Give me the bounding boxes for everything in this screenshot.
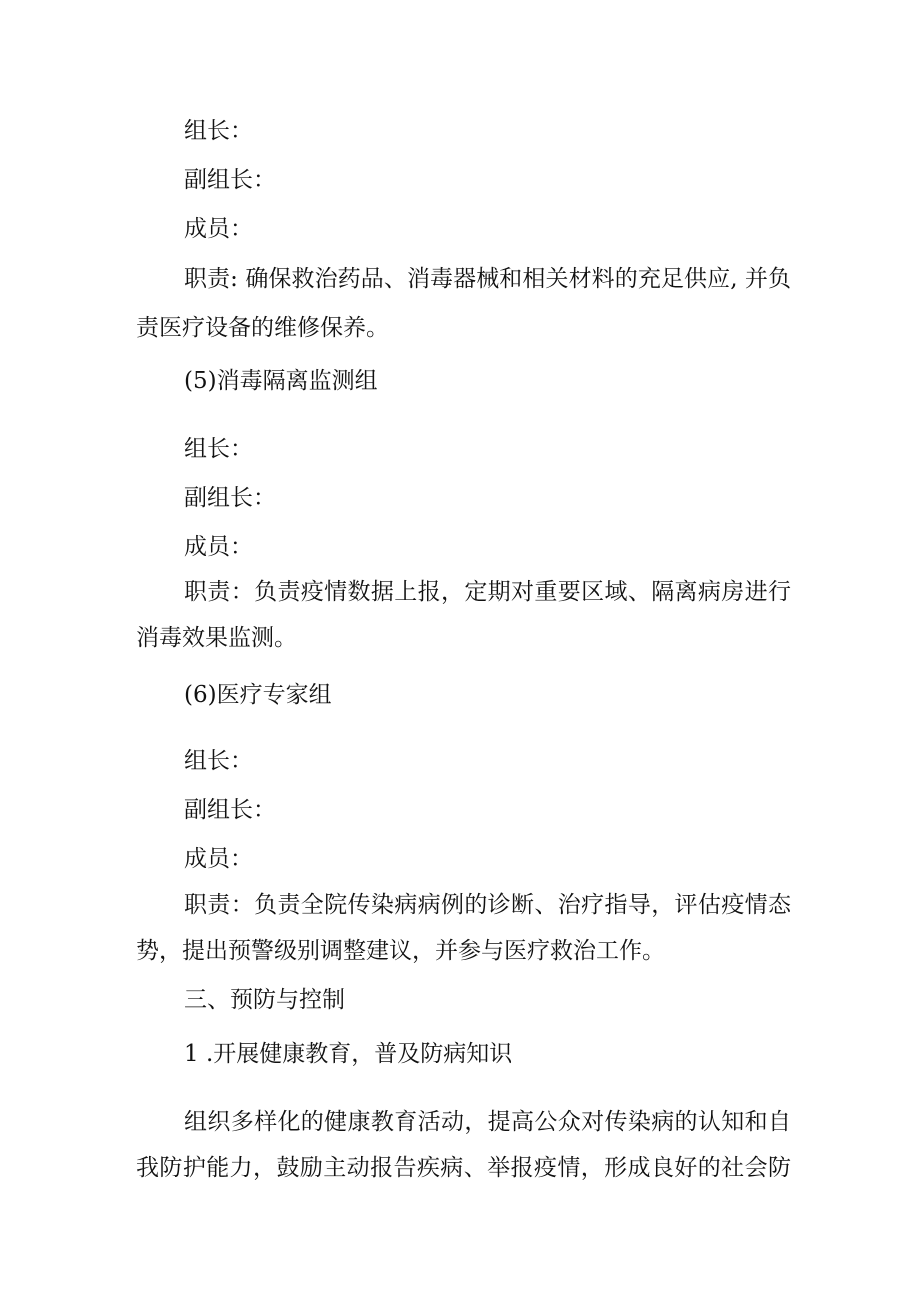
g5-members: 成员： xyxy=(184,534,253,560)
g4-duty-line1: 职责: 确保救治药品、消毒器械和相关材料的充足供应, 并负 xyxy=(184,266,791,292)
g5-duty-line1: 职责：负责疫情数据上报，定期对重要区域、隔离病房进行 xyxy=(184,579,791,605)
g6-heading: (6)医疗专家组 xyxy=(184,682,332,708)
section3-item1-heading: 1 .开展健康教育，普及防病知识 xyxy=(184,1041,513,1067)
g6-deputy: 副组长： xyxy=(184,797,276,823)
g4-leader: 组长： xyxy=(184,118,253,144)
g4-deputy: 副组长： xyxy=(184,167,276,193)
section3-para-line1: 组织多样化的健康教育活动，提高公众对传染病的认知和自 xyxy=(184,1109,791,1135)
g5-deputy: 副组长： xyxy=(184,485,276,511)
g4-members: 成员： xyxy=(184,216,253,242)
g5-heading: (5)消毒隔离监测组 xyxy=(184,368,378,394)
section3-para-line2: 我防护能力，鼓励主动报告疾病、举报疫情，形成良好的社会防 xyxy=(136,1155,791,1181)
g4-duty-line2: 责医疗设备的维修保养。 xyxy=(136,315,389,341)
g6-duty-line2: 势，提出预警级别调整建议，并参与医疗救治工作。 xyxy=(136,938,665,964)
g6-duty-line1: 职责：负责全院传染病病例的诊断、治疗指导，评估疫情态 xyxy=(184,892,791,918)
g6-leader: 组长： xyxy=(184,748,253,774)
section3-heading: 三、预防与控制 xyxy=(184,987,345,1013)
g5-leader: 组长： xyxy=(184,436,253,462)
g5-duty-line2: 消毒效果监测。 xyxy=(136,625,297,651)
g6-members: 成员： xyxy=(184,846,253,872)
